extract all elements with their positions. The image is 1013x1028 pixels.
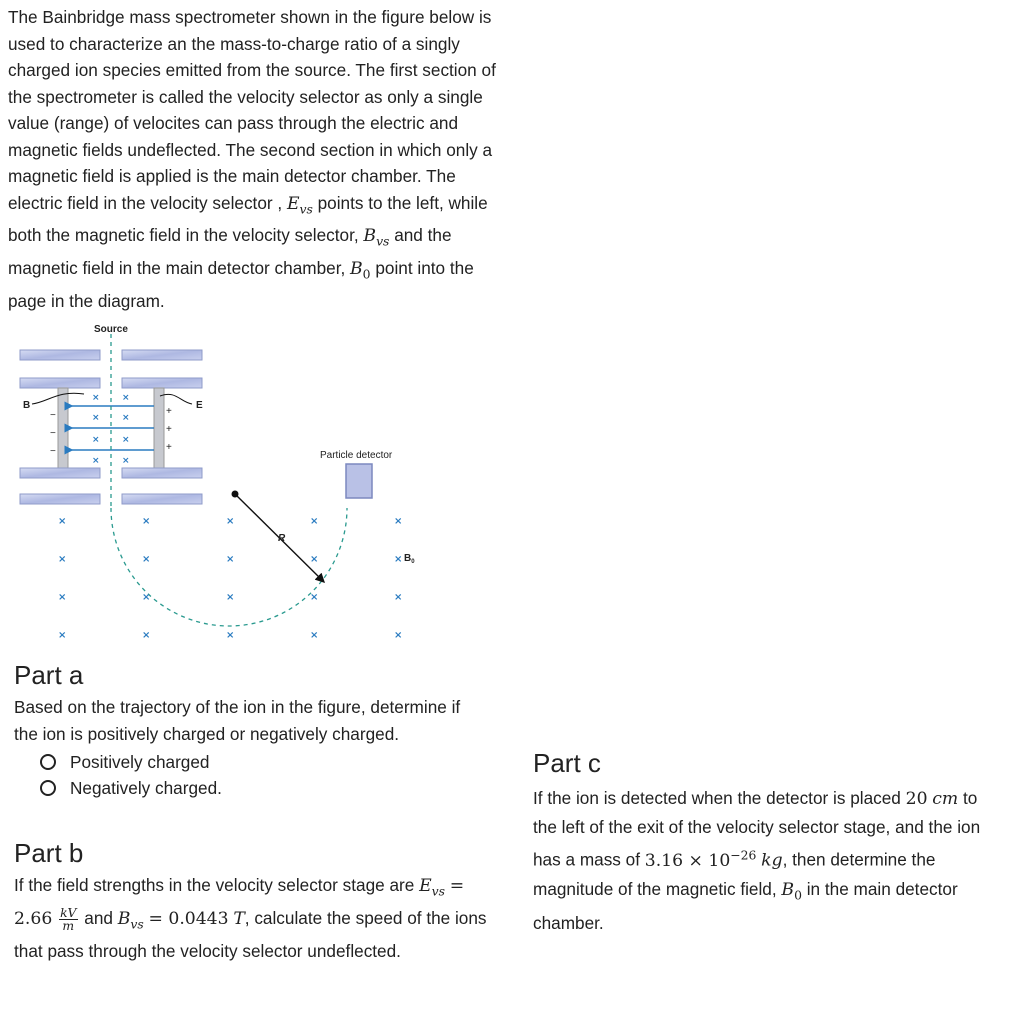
part-a-options: [40, 749, 484, 801]
part-b-section: [14, 838, 494, 964]
part-b-heading: Part b: [14, 838, 84, 868]
svg-text:×: ×: [142, 630, 151, 641]
part-b-question: If the field strengths in the velocity selector stage are $E_{vs} = 2.66$ $\frac{kV}{m}$ and $B_{vs} = 0.0443$ T, calculate the speed of the ions that pass through the velocity selector undeflected.: [14, 875, 487, 961]
part-a-section: [14, 660, 484, 801]
svg-text:×: ×: [310, 554, 319, 565]
svg-text:×: ×: [142, 592, 151, 603]
svg-text:×: ×: [58, 592, 67, 603]
part-a-heading: Part a: [14, 660, 84, 690]
B-label: B: [23, 400, 31, 411]
option-label: Positively charged: [70, 751, 210, 772]
E-label: E: [196, 400, 203, 411]
intro-text-2: points to the left, while both the magnetic field in the velocity selector,: [8, 192, 488, 246]
R-label: R: [278, 533, 286, 544]
radio-button[interactable]: [40, 780, 56, 796]
E-leader: [160, 394, 192, 404]
plus-sign: +: [166, 406, 172, 417]
svg-text:×: ×: [142, 554, 151, 565]
E-vs-symbol: $E_{vs}$: [286, 193, 313, 216]
part-c-heading: Part c: [533, 748, 601, 778]
svg-text:×: ×: [226, 630, 235, 641]
svg-text:×: ×: [122, 456, 130, 466]
B0-label: $B_0$: [404, 553, 415, 565]
problem-intro: [8, 4, 498, 315]
svg-text:×: ×: [58, 630, 67, 641]
svg-text:×: ×: [394, 554, 403, 565]
svg-text:×: ×: [92, 456, 100, 466]
intro-text-1: The Bainbridge mass spectrometer shown in the figure below is used to characterize an the mass-to-charge ratio of a singly charged ion species emitted from the source. The first section of the spectrometer is called the velocity selector as only a single value (range) of velocites can pass through the electric and magnetic fields undeflected. The second section in which only a magnetic field is applied is the main detector chamber. The electric field in the velocity selector ,: [8, 7, 496, 213]
option-label: Negatively charged.: [70, 777, 222, 798]
plus-sign: +: [166, 442, 172, 453]
svg-text:×: ×: [122, 435, 130, 445]
intro-text-4: point into the page in the diagram.: [8, 258, 474, 312]
option-negatively-charged[interactable]: [40, 775, 484, 801]
part-c-section: [533, 748, 1003, 937]
E-vs-symbol: $E_{vs}$: [419, 876, 445, 899]
minus-sign: −: [50, 410, 56, 421]
svg-text:×: ×: [92, 413, 100, 423]
B-vs-symbol: $B_{vs}$: [117, 908, 144, 932]
B0-symbol: $B_0$: [781, 879, 802, 903]
electric-field-arrows: [72, 406, 154, 450]
svg-text:×: ×: [226, 592, 235, 603]
particle-detector-label: Particle detector: [320, 450, 393, 461]
plus-sign: +: [166, 424, 172, 435]
minus-sign: −: [50, 446, 56, 457]
svg-text:×: ×: [310, 630, 319, 641]
minus-sign: −: [50, 428, 56, 439]
part-c-question: If the ion is detected when the detector is placed 20 cm to the left of the exit of the velocity selector stage, and the ion has a mass of $3.16 \times 10^{-26}$ kg, then determine the magnitude of the magnetic field, $B_0$ in the main detector chamber.: [533, 788, 981, 934]
svg-text:×: ×: [58, 516, 67, 527]
option-positively-charged[interactable]: [40, 749, 484, 775]
spectrometer-diagram: [8, 318, 420, 648]
svg-text:×: ×: [142, 516, 151, 527]
particle-detector: [346, 464, 372, 498]
svg-text:×: ×: [122, 413, 130, 423]
svg-text:×: ×: [394, 592, 403, 603]
chamber-field-marks: [58, 516, 402, 641]
B0-symbol: $B_0$: [350, 259, 371, 282]
source-label: Source: [94, 324, 128, 335]
svg-text:×: ×: [310, 592, 319, 603]
svg-text:×: ×: [226, 554, 235, 565]
part-a-question: Based on the trajectory of the ion in the figure, determine if the ion is positively charged or negatively charged.: [14, 697, 461, 744]
intro-text-3: and the magnetic field in the main detector chamber,: [8, 225, 452, 279]
svg-text:×: ×: [92, 435, 100, 445]
radio-button[interactable]: [40, 754, 56, 770]
svg-text:×: ×: [394, 630, 403, 641]
svg-text:×: ×: [92, 393, 100, 403]
svg-text:×: ×: [122, 393, 130, 403]
kV-per-m-fraction: $\frac{kV}{m}$: [60, 905, 77, 933]
B-vs-symbol: $B_{vs}$: [363, 226, 390, 249]
svg-text:×: ×: [58, 554, 67, 565]
svg-text:×: ×: [394, 516, 403, 527]
svg-text:×: ×: [310, 516, 319, 527]
svg-text:×: ×: [226, 516, 235, 527]
